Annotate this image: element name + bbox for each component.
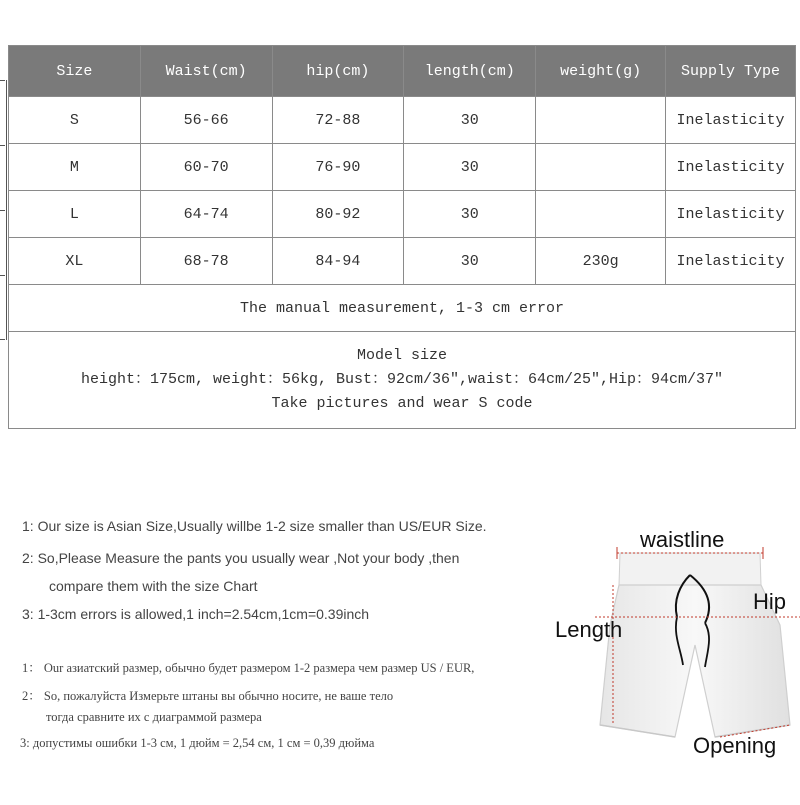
ruler-tick: [0, 210, 5, 211]
model-size-cell: [9, 332, 796, 429]
cell-supply-type: Inelasticity: [666, 144, 796, 191]
hip-label: Hip: [753, 589, 787, 614]
table-model-row: [9, 332, 796, 429]
cell-weight: [536, 191, 666, 238]
cell-weight: 230g: [536, 238, 666, 285]
instruction-ru-2: 2： So, пожалуйста Измерьте штаны вы обычно носите, не ваше тело: [22, 689, 394, 703]
cell-hip: 76-90: [272, 144, 404, 191]
cell-supply-type: Inelasticity: [666, 97, 796, 144]
ruler-tick: [0, 145, 5, 146]
table-note-row: [9, 285, 796, 332]
table-row: [9, 144, 796, 191]
cell-length: 30: [404, 191, 536, 238]
header-supply-type: Supply Type: [666, 46, 796, 97]
cell-size: L: [9, 191, 141, 238]
cell-supply-type: Inelasticity: [666, 238, 796, 285]
instruction-en-3: 3: 1-3cm errors is allowed,1 inch=2.54cm,1cm=0.39inch: [22, 606, 370, 622]
header-length: length(cm): [404, 46, 536, 97]
waistline-label: waistline: [640, 527, 725, 552]
cell-hip: 72-88: [272, 97, 404, 144]
table-row: [9, 191, 796, 238]
cell-size: XL: [9, 238, 141, 285]
table-header-row: [9, 46, 796, 97]
ruler-tick: [0, 339, 5, 340]
header-weight: weight(g): [536, 46, 666, 97]
model-size-title: Model size: [356, 347, 447, 364]
cell-weight: [536, 97, 666, 144]
cell-weight: [536, 144, 666, 191]
cell-waist: 68-78: [140, 238, 272, 285]
cell-length: 30: [404, 97, 536, 144]
cell-size: S: [9, 97, 141, 144]
cell-length: 30: [404, 144, 536, 191]
ruler-tick: [0, 80, 5, 81]
cell-hip: 84-94: [272, 238, 404, 285]
table-row: [9, 238, 796, 285]
ruler-tick: [0, 275, 5, 276]
instruction-ru-3: 3: допустимы ошибки 1-3 см, 1 дюйм = 2,54 см, 1 см = 0,39 дюйма: [20, 736, 375, 750]
header-waist: Waist(cm): [140, 46, 272, 97]
instruction-en-2b: compare them with the size Chart: [49, 578, 258, 594]
left-edge-ruler: [0, 80, 7, 340]
cell-waist: 60-70: [140, 144, 272, 191]
size-chart-table: [8, 45, 796, 429]
opening-label: Opening: [693, 733, 777, 758]
shorts-measurement-diagram: [555, 525, 800, 800]
cell-supply-type: Inelasticity: [666, 191, 796, 238]
instruction-en-1: 1: Our size is Asian Size,Usually willbe 1-2 size smaller than US/EUR Size.: [22, 518, 487, 534]
model-size-details: height：175cm, weight：56kg, Bust：92cm/36″,waist：64cm/25″,Hip：94cm/37″: [80, 371, 724, 388]
header-size: Size: [9, 46, 141, 97]
cell-size: M: [9, 144, 141, 191]
cell-length: 30: [404, 238, 536, 285]
measurement-note: The manual measurement, 1-3 cm error: [9, 285, 796, 332]
instruction-ru-1: 1： Our азиатский размер, обычно будет размером 1-2 размера чем размер US / EUR,: [22, 661, 475, 675]
header-hip: hip(cm): [272, 46, 404, 97]
cell-waist: 64-74: [140, 191, 272, 238]
instruction-en-2: 2: So,Please Measure the pants you usually wear ,Not your body ,then: [22, 550, 460, 566]
length-label: Length: [555, 617, 623, 642]
cell-waist: 56-66: [140, 97, 272, 144]
table-row: [9, 97, 796, 144]
cell-hip: 80-92: [272, 191, 404, 238]
model-size-code: Take pictures and wear S code: [271, 395, 533, 412]
instruction-ru-2b: тогда сравните их с диаграммой размера: [46, 710, 262, 724]
